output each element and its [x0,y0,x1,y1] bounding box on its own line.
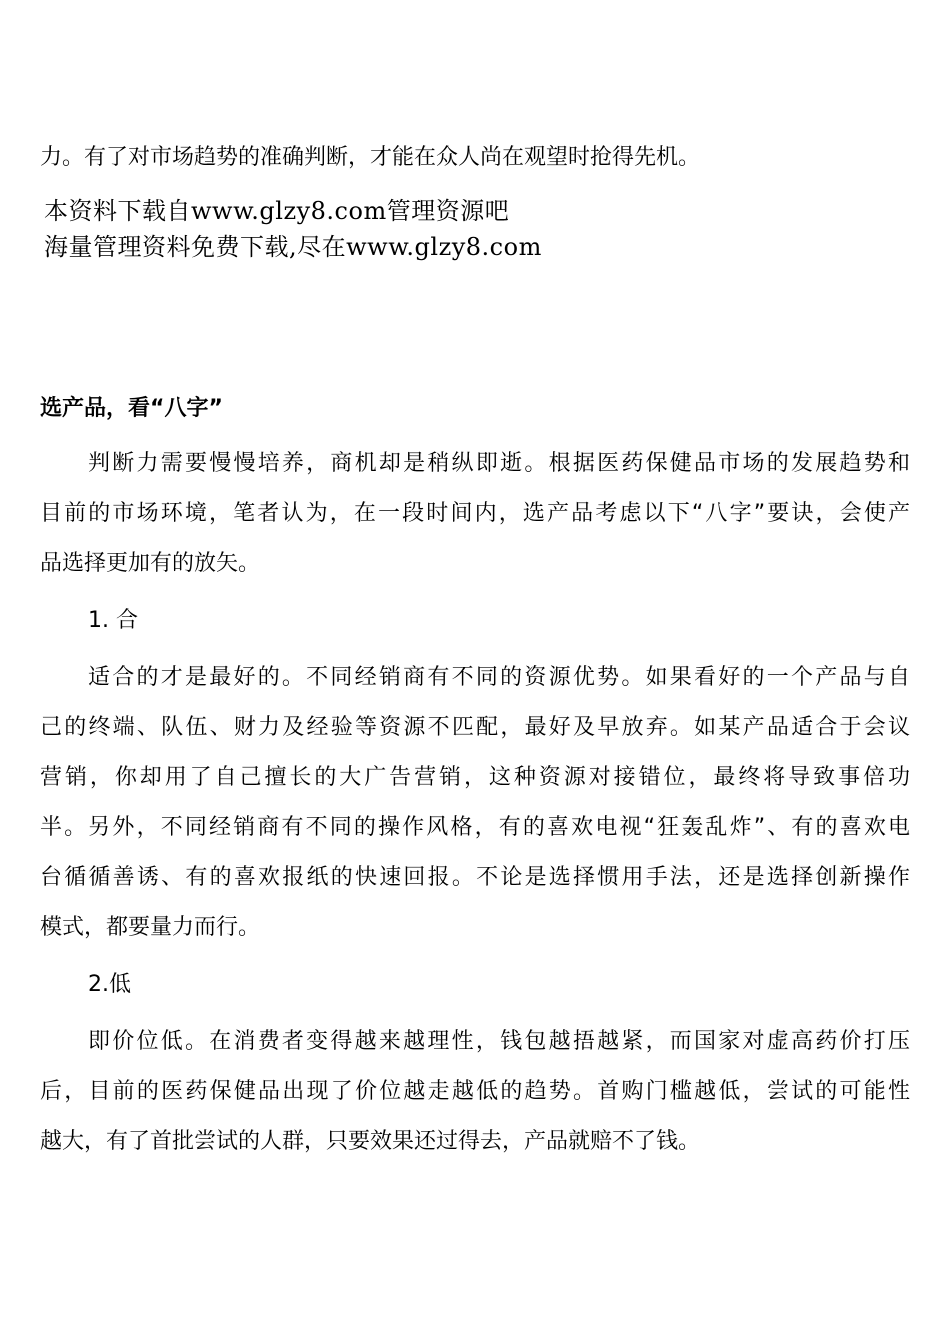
paragraph-line: 后，目前的医药保健品出现了价位越走越低的趋势。首购门槛越低，尝试的可能性 [40,1079,910,1104]
paragraph-line: 营销，你却用了自己擅长的大广告营销，这种资源对接错位，最终将导致事倍功 [40,765,910,790]
item-2-title: 2.低 [88,972,131,997]
item-1-title: 1. 合 [88,608,138,633]
watermark-ad-line-1: 本资料下载自www.glzy8.com管理资源吧 [44,197,510,225]
paragraph-line: 台循循善诱、有的喜欢报纸的快速回报。不论是选择惯用手法，还是选择创新操作 [40,865,910,890]
paragraph-line: 半。另外，不同经销商有不同的操作风格，有的喜欢电视“狂轰乱炸”、有的喜欢电 [40,815,910,840]
paragraph-line: 适合的才是最好的。不同经销商有不同的资源优势。如果看好的一个产品与自 [88,665,910,690]
paragraph-line: 目前的市场环境，笔者认为，在一段时间内，选产品考虑以下“八字”要诀，会使产 [40,501,910,526]
watermark-ad-line-2: 海量管理资料免费下载,尽在www.glzy8.com [44,233,542,261]
intro-line: 力。有了对市场趋势的准确判断，才能在众人尚在观望时抢得先机。 [40,145,701,170]
section-heading: 选产品，看“八字” [40,396,223,421]
paragraph-line: 即价位低。在消费者变得越来越理性，钱包越捂越紧，而国家对虚高药价打压 [88,1029,910,1054]
paragraph-line: 模式，都要量力而行。 [40,915,261,940]
paragraph-line: 越大，有了首批尝试的人群，只要效果还过得去，产品就赔不了钱。 [40,1129,701,1154]
paragraph-line: 己的终端、队伍、财力及经验等资源不匹配，最好及早放弃。如某产品适合于会议 [40,715,910,740]
paragraph-line: 判断力需要慢慢培养，商机却是稍纵即逝。根据医药保健品市场的发展趋势和 [88,451,910,476]
paragraph-line: 品选择更加有的放矢。 [40,551,261,576]
